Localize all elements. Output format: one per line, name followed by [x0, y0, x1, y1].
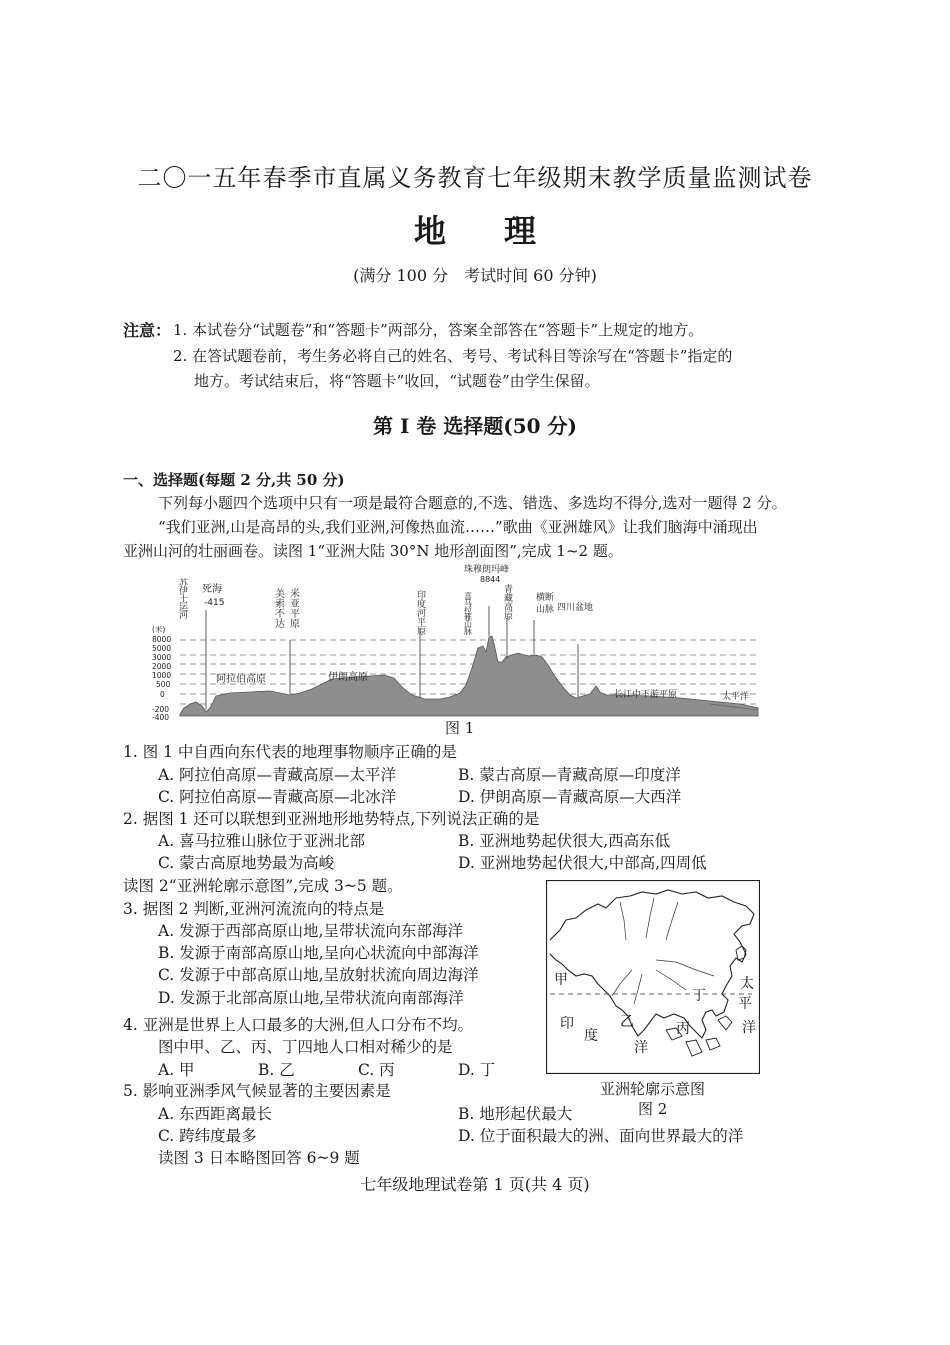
label-suez: 苏伊士运河 — [177, 578, 187, 618]
label-du: 度 — [584, 1028, 598, 1044]
label-sichuan: 四川盆地 — [557, 603, 594, 613]
axis-tick-minus200: -200 — [152, 705, 170, 714]
score-info: (满分 100 分 考试时间 60 分钟) — [353, 266, 597, 285]
q4-stem-2: 图中甲、乙、丙、丁四地人口相对稀少的是 — [158, 1038, 453, 1056]
q4-stem: 4. 亚洲是世界上人口最多的大洲,但人口分布不均。 — [123, 1016, 474, 1034]
y-axis-labels — [152, 624, 171, 720]
label-dead-sea: 死海 — [202, 584, 222, 595]
axis-tick-500: 500 — [156, 680, 171, 689]
q1-option-b[interactable]: B. 蒙古高原—青藏高原—印度洋 — [458, 766, 681, 784]
label-pacific: 太平洋 — [722, 692, 750, 702]
fig2-prompt: 读图 2“亚洲轮廓示意图”,完成 3~5 题。 — [123, 877, 403, 895]
label-everest: 珠穆朗玛峰 — [464, 565, 510, 575]
intro-line-1: “我们亚洲,山是高昂的头,我们亚洲,河像热血流……”歌曲《亚洲雄风》让我们脑海中涌现出 — [158, 518, 758, 536]
label-iran: 伊朗高原 — [328, 672, 368, 683]
q5-option-d[interactable]: D. 位于面积最大的洲、面向世界最大的洋 — [458, 1127, 744, 1145]
map-title: 亚洲轮廓示意图 — [600, 1080, 706, 1098]
q5-option-c[interactable]: C. 跨纬度最多 — [158, 1127, 257, 1145]
label-everest-value: 8844 — [480, 575, 501, 584]
axis-tick-3000: 3000 — [152, 653, 172, 662]
q5-option-a[interactable]: A. 东西距离最长 — [158, 1105, 273, 1123]
page-footer: 七年级地理试卷第 1 页(共 4 页) — [360, 1175, 590, 1194]
axis-tick-minus400: -400 — [152, 713, 170, 720]
label-dead-sea-value: -415 — [204, 598, 225, 608]
notice-item-2-line2: 地方。考试结束后，将“答题卡”收回，“试题卷”由学生保留。 — [194, 372, 600, 390]
q3-stem: 3. 据图 2 判断,亚洲河流流向的特点是 — [123, 900, 385, 918]
q1-option-d[interactable]: D. 伊朗高原—青藏高原—大西洋 — [458, 788, 682, 806]
q4-option-d[interactable]: D. 丁 — [458, 1061, 496, 1079]
q2-option-b[interactable]: B. 亚洲地势起伏很大,西高东低 — [458, 832, 671, 850]
label-arabian: 阿拉伯高原 — [216, 674, 266, 685]
q3-option-d[interactable]: D. 发源于北部高原山地,呈带状流向南部海洋 — [158, 989, 464, 1007]
q5-stem: 5. 影响亚洲季风气候显著的主要因素是 — [123, 1082, 391, 1100]
q2-option-d[interactable]: D. 亚洲地势起伏很大,中部高,四周低 — [458, 854, 707, 872]
exam-title: 二〇一五年春季市直属义务教育七年级期末教学质量监测试卷 — [137, 164, 813, 192]
label-mesopotamia-2: 米亚平原 — [287, 588, 299, 628]
label-bing: 丙 — [676, 1021, 690, 1037]
map-frame — [547, 881, 760, 1074]
label-ding: 丁 — [692, 988, 706, 1004]
notice-item-2-line1: 2. 在答试题卷前，考生务必将自己的姓名、考号、考试科目等涂写在“答题卡”指定的 — [173, 347, 733, 365]
label-yin: 印 — [560, 1016, 574, 1032]
q1-option-a[interactable]: A. 阿拉伯高原—青藏高原—太平洋 — [158, 766, 397, 784]
q1-stem: 1. 图 1 中自西向东代表的地理事物顺序正确的是 — [123, 743, 457, 761]
section-title: 第 I 卷 选择题(50 分) — [373, 414, 577, 438]
axis-tick-1000: 1000 — [152, 671, 172, 680]
asia-outline-map — [546, 880, 760, 1074]
label-yang-indian: 洋 — [634, 1040, 648, 1056]
label-hengduan-1: 横断 — [536, 593, 555, 603]
subject-title: 地理 — [413, 212, 594, 250]
label-yi: 乙 — [620, 1014, 634, 1030]
part1-instruction: 下列每小题四个选项中只有一项是最符合题意的,不选、错选、多选均不得分,选对一题得 2 分。 — [158, 494, 787, 512]
q2-option-c[interactable]: C. 蒙古高原地势最为高峻 — [158, 854, 335, 872]
terrain-shape — [180, 636, 758, 716]
axis-tick-2000: 2000 — [152, 662, 172, 671]
q2-stem: 2. 据图 1 还可以联想到亚洲地形地势特点,下列说法正确的是 — [123, 810, 540, 828]
intro-line-2: 亚洲山河的壮丽画卷。读图 1“亚洲大陆 30°N 地形剖面图”,完成 1~2 题。 — [123, 542, 623, 560]
axis-tick-5000: 5000 — [152, 644, 172, 653]
q2-option-a[interactable]: A. 喜马拉雅山脉位于亚洲北部 — [158, 832, 366, 850]
label-qingzang: 青藏高原 — [502, 584, 512, 620]
q3-option-a[interactable]: A. 发源于西部高原山地,呈带状流向东部海洋 — [158, 922, 463, 940]
label-himalaya: 喜马拉雅山脉 — [463, 592, 473, 634]
figure2-caption: 图 2 — [638, 1100, 668, 1118]
next-prompt: 读图 3 日本略图回答 6~9 题 — [158, 1149, 360, 1167]
figure1-caption: 图 1 — [445, 719, 475, 737]
q4-option-b[interactable]: B. 乙 — [258, 1061, 295, 1079]
notice-item-1: 1. 本试卷分“试题卷”和“答题卡”两部分，答案全部答在“答题卡”上规定的地方。 — [173, 321, 704, 339]
q1-option-c[interactable]: C. 阿拉伯高原—青藏高原—北冰洋 — [158, 788, 397, 806]
q4-option-a[interactable]: A. 甲 — [158, 1061, 195, 1079]
label-mesopotamia-1: 美索不达 — [272, 588, 284, 628]
label-jia: 甲 — [554, 972, 568, 988]
q3-option-c[interactable]: C. 发源于中部高原山地,呈放射状流向周边海洋 — [158, 966, 479, 984]
q3-option-b[interactable]: B. 发源于南部高原山地,呈向心状流向中部海洋 — [158, 944, 479, 962]
notice-label: 注意： — [123, 321, 172, 340]
label-tai: 太 — [740, 976, 754, 992]
q5-option-b[interactable]: B. 地形起伏最大 — [458, 1105, 573, 1123]
axis-tick-0: 0 — [160, 690, 165, 699]
q4-option-c[interactable]: C. 丙 — [358, 1061, 395, 1079]
label-hengduan-2: 山脉 — [536, 605, 555, 615]
axis-unit: (米) — [152, 625, 166, 634]
label-changjiang: 长江中下游平原 — [614, 690, 678, 700]
label-indus: 印度河平原 — [415, 590, 425, 635]
label-ping: 平 — [738, 996, 752, 1012]
terrain-profile-figure — [150, 562, 762, 720]
label-yang-pacific: 洋 — [742, 1020, 756, 1036]
axis-tick-8000: 8000 — [152, 635, 172, 644]
part1-heading: 一、选择题(每题 2 分,共 50 分) — [123, 471, 345, 489]
